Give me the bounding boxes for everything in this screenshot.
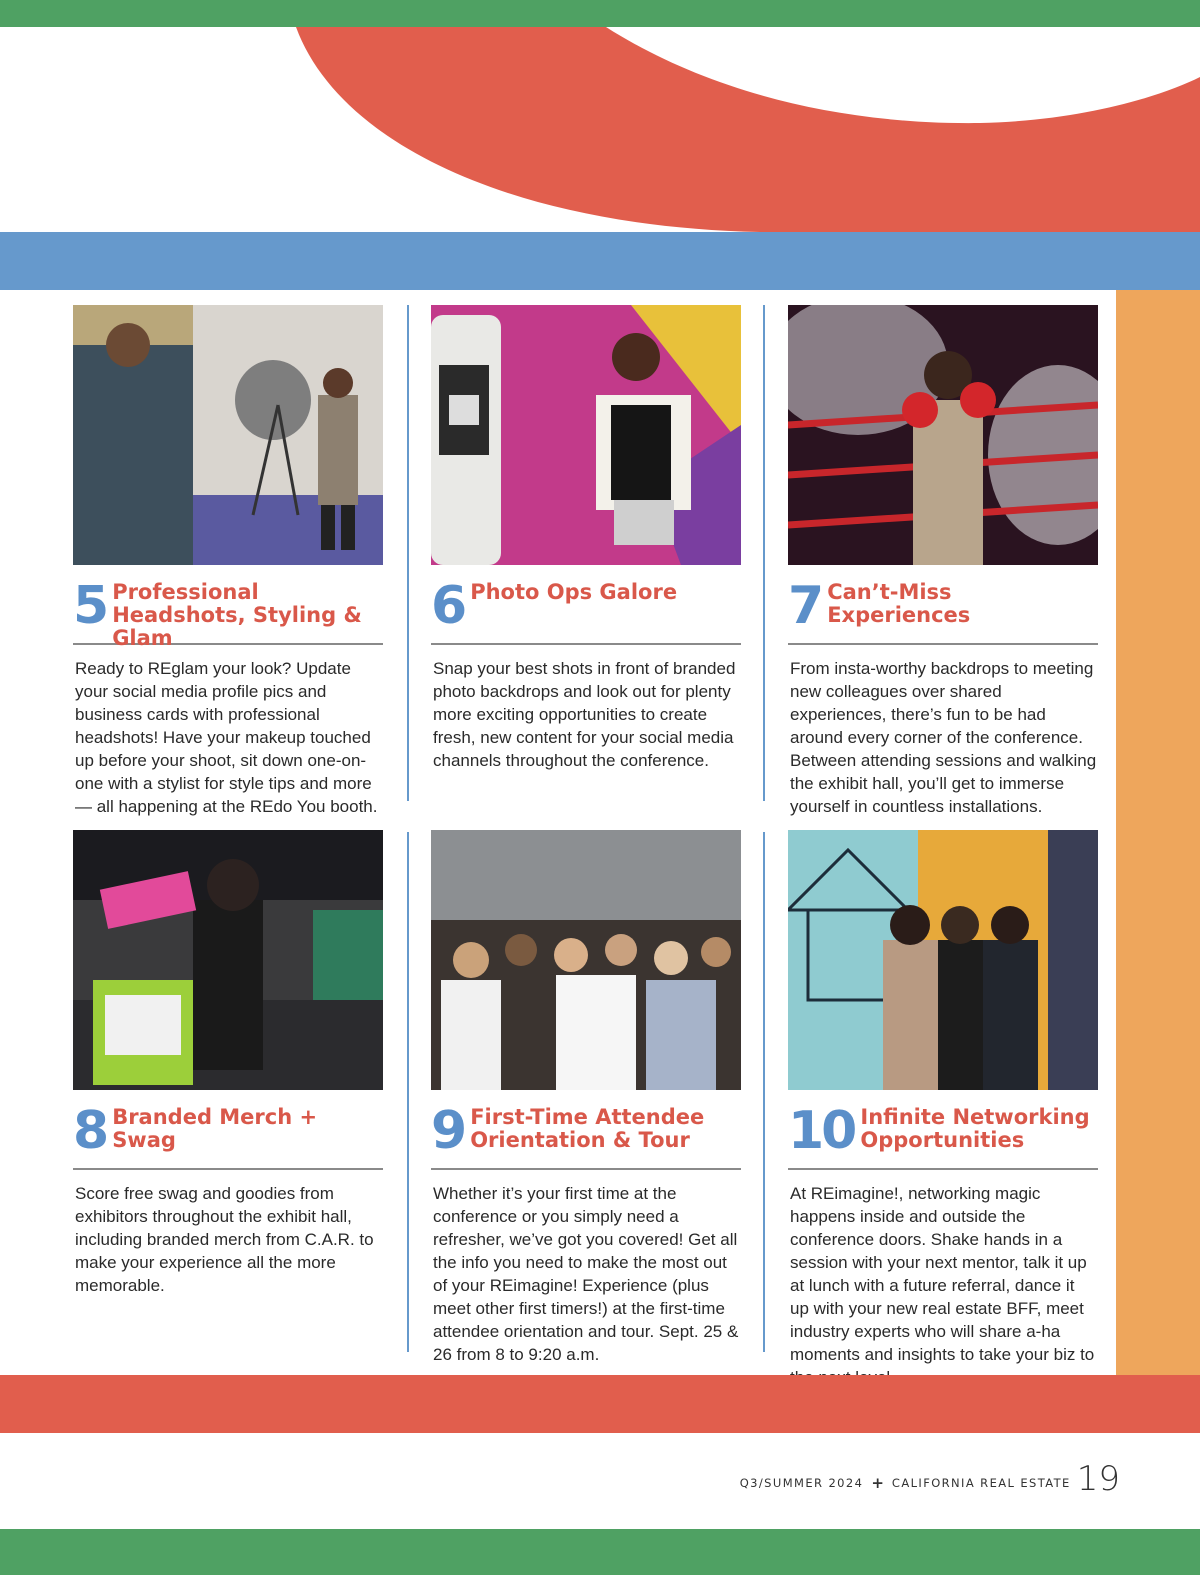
- card-body: From insta-worthy backdrops to meeting new colleagues over shared experiences, there’s fun to be had around every corner of the conference. Between attending sessions and walking the exhibit hall, you’ll get to immerse yourself in countless installations.: [790, 659, 1097, 816]
- photo-op-photo: [431, 305, 741, 565]
- card-heading: [431, 576, 741, 645]
- orange-side-bar: [1116, 290, 1200, 1375]
- card-heading: [431, 1101, 741, 1170]
- card-body: Whether it’s your first time at the conference or you simply need a refresher, we’ve got you covered! Get all the info you need to make the most out of your REimagine! Experience (plus meet other first timers!) at the first-time attendee orientation and tour. Sept. 25 & 26 from 8 to 9:20 a.m.: [433, 1184, 739, 1364]
- decorative-red-arc: [0, 27, 1200, 232]
- boxing-ring-photo: [788, 305, 1098, 565]
- feature-card-7: [788, 305, 1098, 818]
- card-body: At REimagine!, networking magic happens inside and outside the conference doors. Shake hands in a session with your next mentor, talk it up at lunch with a future referral, dance it up with your new real estate BFF, meet industry experts who will share a-ha moments and insights to take your biz to: [790, 1184, 1095, 1364]
- bottom-green-band: [0, 1529, 1200, 1575]
- column-divider: [407, 305, 409, 801]
- feature-card-9: [431, 830, 741, 1366]
- card-title: Can’t-Miss Experiences: [827, 580, 971, 627]
- card-heading: [788, 1101, 1098, 1170]
- card-heading: [73, 1101, 383, 1170]
- audience-session-photo: [431, 830, 741, 1090]
- card-number: 8: [73, 1101, 107, 1161]
- card-title: Photo Ops Galore: [470, 580, 678, 604]
- feature-card-10: [788, 830, 1098, 1389]
- page-number: 19: [1076, 1459, 1120, 1499]
- feature-card-8: [73, 830, 383, 1297]
- footer-separator: +: [871, 1474, 884, 1492]
- card-number: 5: [73, 576, 107, 636]
- card-title: First-Time Attendee Orientation & Tour: [470, 1105, 705, 1152]
- issue-label: Q3/SUMMER 2024: [739, 1476, 864, 1490]
- card-number: 9: [431, 1101, 465, 1161]
- card-body: Ready to REglam your look? Update your social media profile pics and business cards with professional headshots! Have your makeup touched up before your shoot, sit down one-on-one with a stylist for style tips and more — all happening at the REdo You booth.: [75, 659, 378, 816]
- card-title: Branded Merch + Swag: [112, 1105, 318, 1152]
- card-title: Professional Headshots, Styling & Glam: [112, 580, 362, 650]
- column-divider: [763, 832, 765, 1352]
- feature-card-5: [73, 305, 383, 818]
- page-footer: [739, 1459, 1120, 1499]
- card-number: 7: [788, 576, 822, 636]
- card-number: 10: [788, 1101, 855, 1161]
- column-divider: [763, 305, 765, 801]
- blue-band: [0, 232, 1200, 290]
- card-body: Snap your best shots in front of branded photo backdrops and look out for plenty more exciting opportunities to create fresh, new content for your social media channels throughout the conference.: [433, 659, 736, 770]
- top-green-band: [0, 0, 1200, 27]
- card-heading: [788, 576, 1098, 645]
- red-band: [0, 1375, 1200, 1433]
- card-heading: [73, 576, 383, 650]
- feature-card-6: [431, 305, 741, 772]
- publication-name: CALIFORNIA REAL ESTATE: [891, 1476, 1071, 1490]
- card-title: Infinite Networking Opportunities: [860, 1105, 1090, 1152]
- card-number: 6: [431, 576, 465, 636]
- swag-bag-photo: [73, 830, 383, 1090]
- column-divider: [407, 832, 409, 1352]
- networking-group-photo: [788, 830, 1098, 1090]
- card-body: Score free swag and goodies from exhibitors throughout the exhibit hall, including branded merch from C.A.R. to make your experience all the more memorable.: [75, 1184, 374, 1295]
- headshot-booth-photo: [73, 305, 383, 565]
